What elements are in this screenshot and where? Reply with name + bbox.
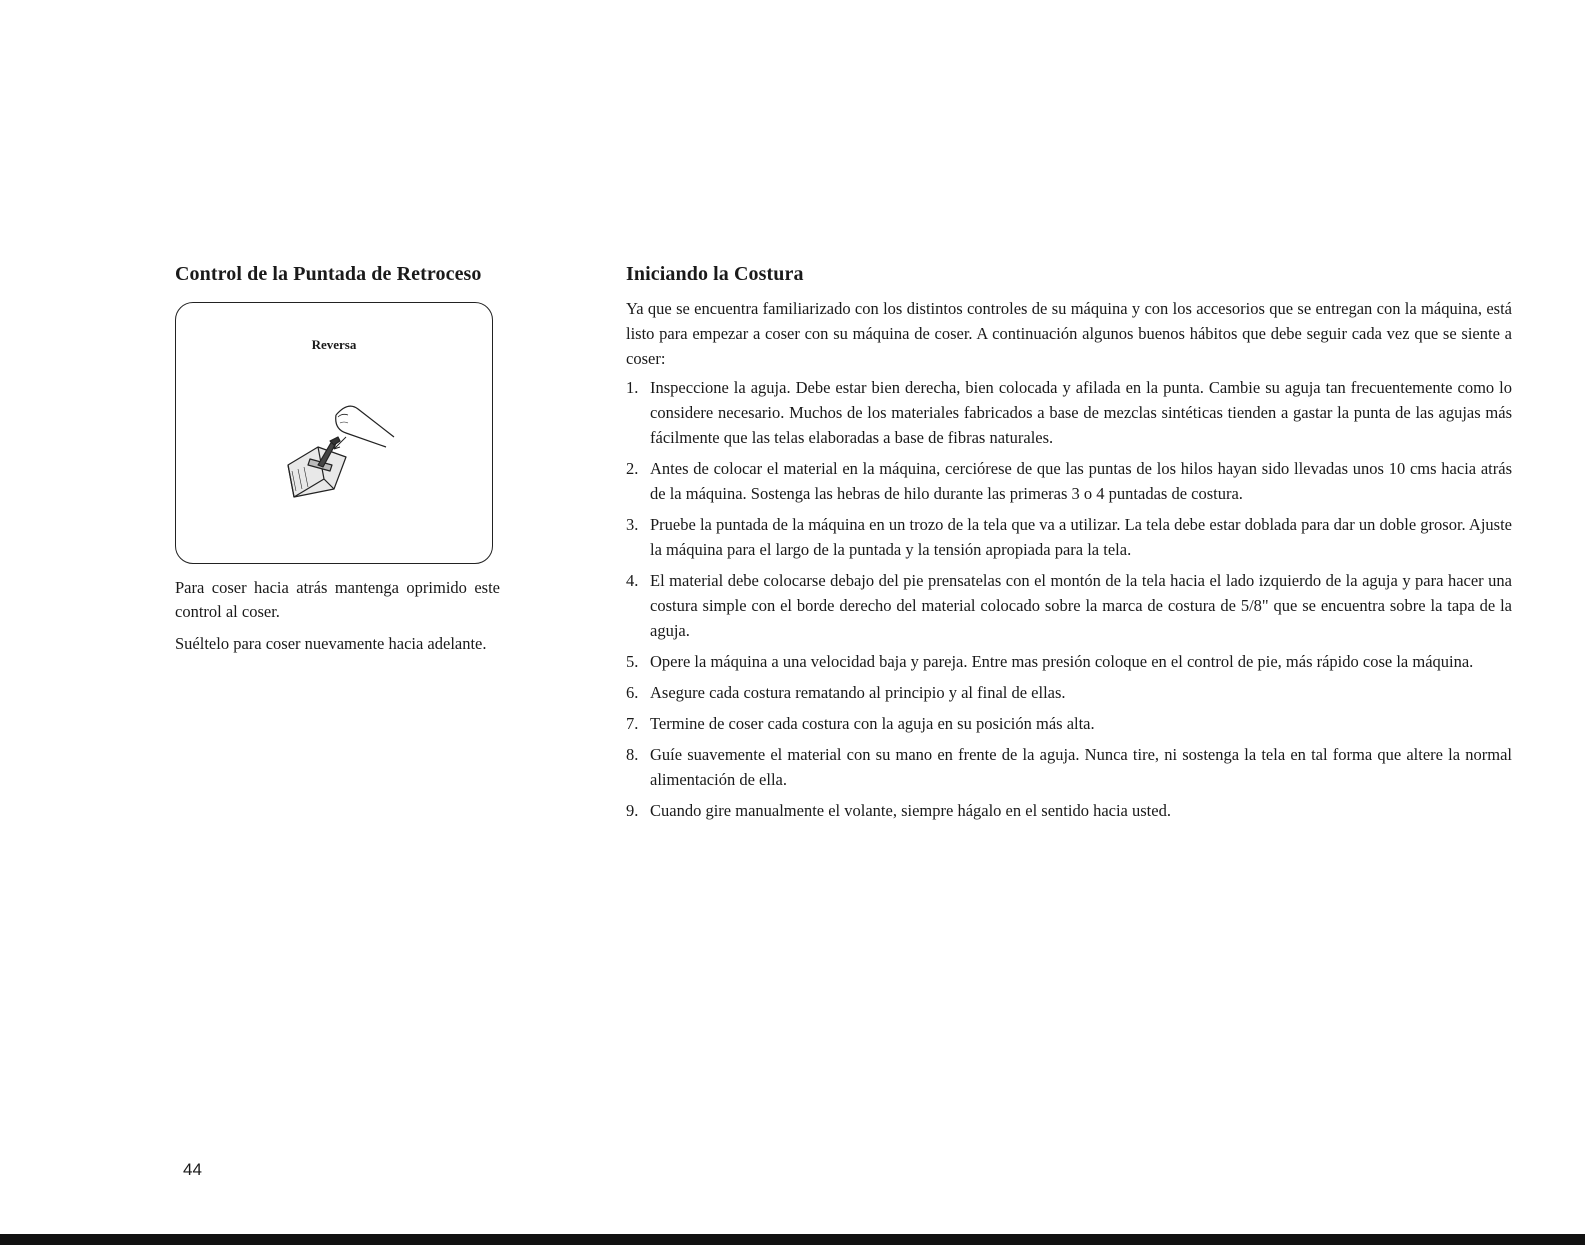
step-number: 3. [626,515,639,534]
paragraph: Para coser hacia atrás mantenga oprimido este control al coser. [175,578,500,621]
list-item [626,649,1512,674]
list-item [626,512,1512,562]
step-text: Guíe suavemente el material con su mano en frente de la aguja. Nunca tire, ni sostenga la tela en tal forma que altere la normal alimentación de ella. [650,745,1512,789]
step-number: 2. [626,459,639,478]
step-text: Cuando gire manualmente el volante, siempre hágalo en el sentido hacia usted. [650,801,1171,820]
step-number: 6. [626,683,639,702]
list-item [626,742,1512,792]
step-text: Antes de colocar el material en la máquina, cerciórese de que las puntas de los hilos hayan sido llevadas unos 10 cms hacia atrás de la máquina. Sostenga las hebras de hilo durante las primeras 3 o 4 puntadas de costura. [650,459,1512,503]
reverse-stitch-instructions [175,576,500,656]
step-text: El material debe colocarse debajo del pie prensatelas con el montón de la tela hacia el lado izquierdo de la aguja y para hacer una costura simple con el borde derecho del material colocado sobre la marca de costura de 5/8" que se encuentra sobre la tapa de la aguja. [650,571,1512,640]
page-number: 44 [183,1160,202,1179]
step-number: 5. [626,652,639,671]
list-item [626,456,1512,506]
step-number: 9. [626,801,639,820]
list-item [626,568,1512,643]
step-text: Pruebe la puntada de la máquina en un trozo de la tela que va a utilizar. La tela debe estar doblada para dar un doble grosor. Ajuste la máquina para el largo de la puntada y la tensión apropiada para la tela. [650,515,1512,559]
step-text: Termine de coser cada costura con la aguja en su posición más alta. [650,714,1095,733]
reverse-stitch-lever-icon [276,385,406,515]
step-number: 7. [626,714,639,733]
scan-edge-bar [0,1234,1585,1245]
list-item [626,798,1512,823]
step-text: Inspeccione la aguja. Debe estar bien derecha, bien colocada y afilada en la punta. Cambie su aguja tan frecuentemente como lo considere necesario. Muchos de los materiales fabricados a base de mezclas sintéticas tienden a gastar la punta de las agujas más fácilmente que las telas elaboradas a base de fibras naturales. [650,378,1512,447]
section-heading-reverse-stitch: Control de la Puntada de Retroceso [175,263,482,285]
right-column [626,263,1512,829]
list-item [626,375,1512,450]
figure-label: Reversa [311,337,357,352]
list-item [626,711,1512,736]
intro-paragraph: Ya que se encuentra familiarizado con los distintos controles de su máquina y con los accesorios que se entregan con la máquina, está listo para empezar a coser con su máquina de coser. A continuación algunos buenos hábitos que debe seguir cada vez que se siente a coser: [626,299,1512,368]
step-number: 4. [626,571,639,590]
list-item [626,680,1512,705]
step-text: Opere la máquina a una velocidad baja y pareja. Entre mas presión coloque en el control de pie, más rápido cose la máquina. [650,652,1474,671]
left-column [175,263,500,664]
step-number: 1. [626,378,639,397]
step-text: Asegure cada costura rematando al principio y al final de ellas. [650,683,1066,702]
step-number: 8. [626,745,639,764]
figure-panel [175,302,493,564]
section-heading-start-sewing: Iniciando la Costura [626,263,804,285]
paragraph: Suéltelo para coser nuevamente hacia adelante. [175,634,487,653]
steps-list [626,375,1512,823]
